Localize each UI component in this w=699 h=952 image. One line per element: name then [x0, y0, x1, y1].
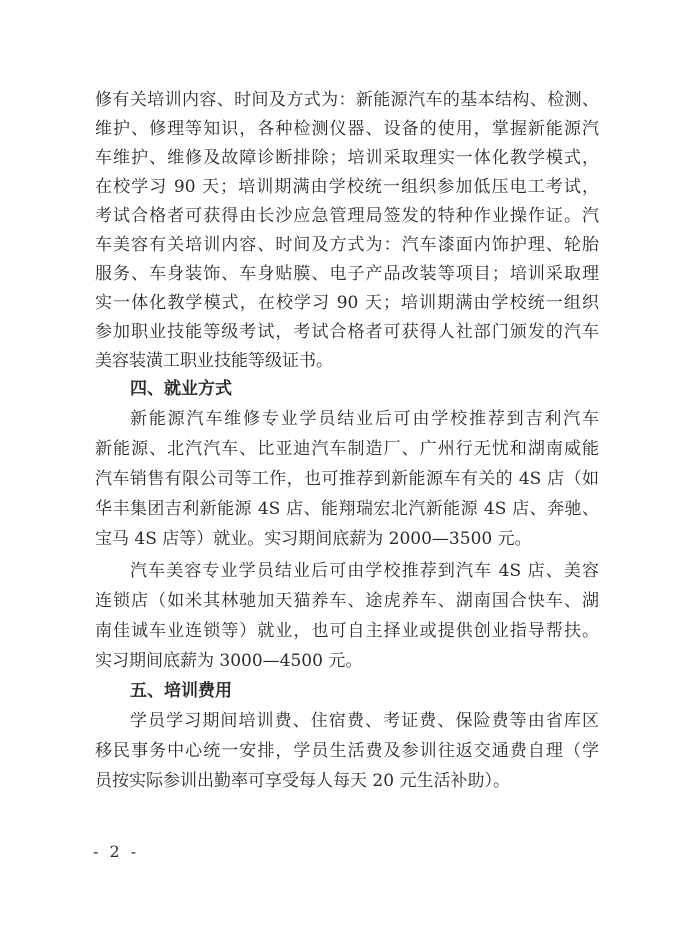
text-line: 学员学习期间培训费、住宿费、考证费、保险费等由省库区 [130, 711, 599, 731]
text-line: 车美容有关培训内容、时间及方式为：汽车漆面内饰护理、轮胎 [95, 235, 599, 255]
section-heading: 五、培训费用 [130, 681, 232, 701]
text-line: 美容装潢工职业技能等级证书。 [95, 351, 333, 371]
text-line: 车维护、维修及故障诊断排除；培训采取理实一体化教学模式， [95, 148, 599, 168]
text-line: 连锁店（如米其林驰加天猫养车、途虎养车、湖南国合快车、湖 [95, 591, 599, 611]
text-line: 在校学习 90 天；培训期满由学校统一组织参加低压电工考试， [95, 177, 599, 197]
text-line: 华丰集团吉利新能源 4S 店、能翔瑞宏北汽新能源 4S 店、奔驰、 [95, 499, 599, 519]
text-line: 维护、修理等知识，各种检测仪器、设备的使用，掌握新能源汽 [95, 119, 599, 139]
section-heading: 四、就业方式 [130, 379, 232, 399]
text-line: 实一体化教学模式，在校学习 90 天；培训期满由学校统一组织 [95, 293, 599, 313]
text-line: 员按实际参训出勤率可享受每人每天 20 元生活补助）。 [95, 771, 510, 791]
text-line: 实习期间底薪为 3000—4500 元。 [95, 651, 363, 671]
text-line: 考试合格者可获得由长沙应急管理局签发的特种作业操作证。汽 [95, 206, 599, 226]
text-line: 修有关培训内容、时间及方式为：新能源汽车的基本结构、检测、 [95, 90, 599, 110]
text-line: 汽车美容专业学员结业后可由学校推荐到汽车 4S 店、美容 [130, 561, 599, 581]
text-line: 服务、车身装饰、车身贴膜、电子产品改装等项目；培训采取理 [95, 264, 599, 284]
text-line: 汽车销售有限公司等工作，也可推荐到新能源车有关的 4S 店（如 [95, 469, 599, 489]
page-number: - 2 - [93, 842, 140, 861]
text-line: 参加职业技能等级考试，考试合格者可获得人社部门颁发的汽车 [95, 322, 599, 342]
text-line: 移民事务中心统一安排，学员生活费及参训往返交通费自理（学 [95, 741, 599, 761]
text-line: 南佳诚车业连锁等）就业，也可自主择业或提供创业指导帮扶。 [95, 621, 599, 641]
text-line: 新能源汽车维修专业学员结业后可由学校推荐到吉利汽车 [130, 409, 599, 429]
text-line: 新能源、北汽汽车、比亚迪汽车制造厂、广州行无忧和湖南威能 [95, 439, 599, 459]
text-line: 宝马 4S 店等）就业。实习期间底薪为 2000—3500 元。 [95, 529, 532, 549]
